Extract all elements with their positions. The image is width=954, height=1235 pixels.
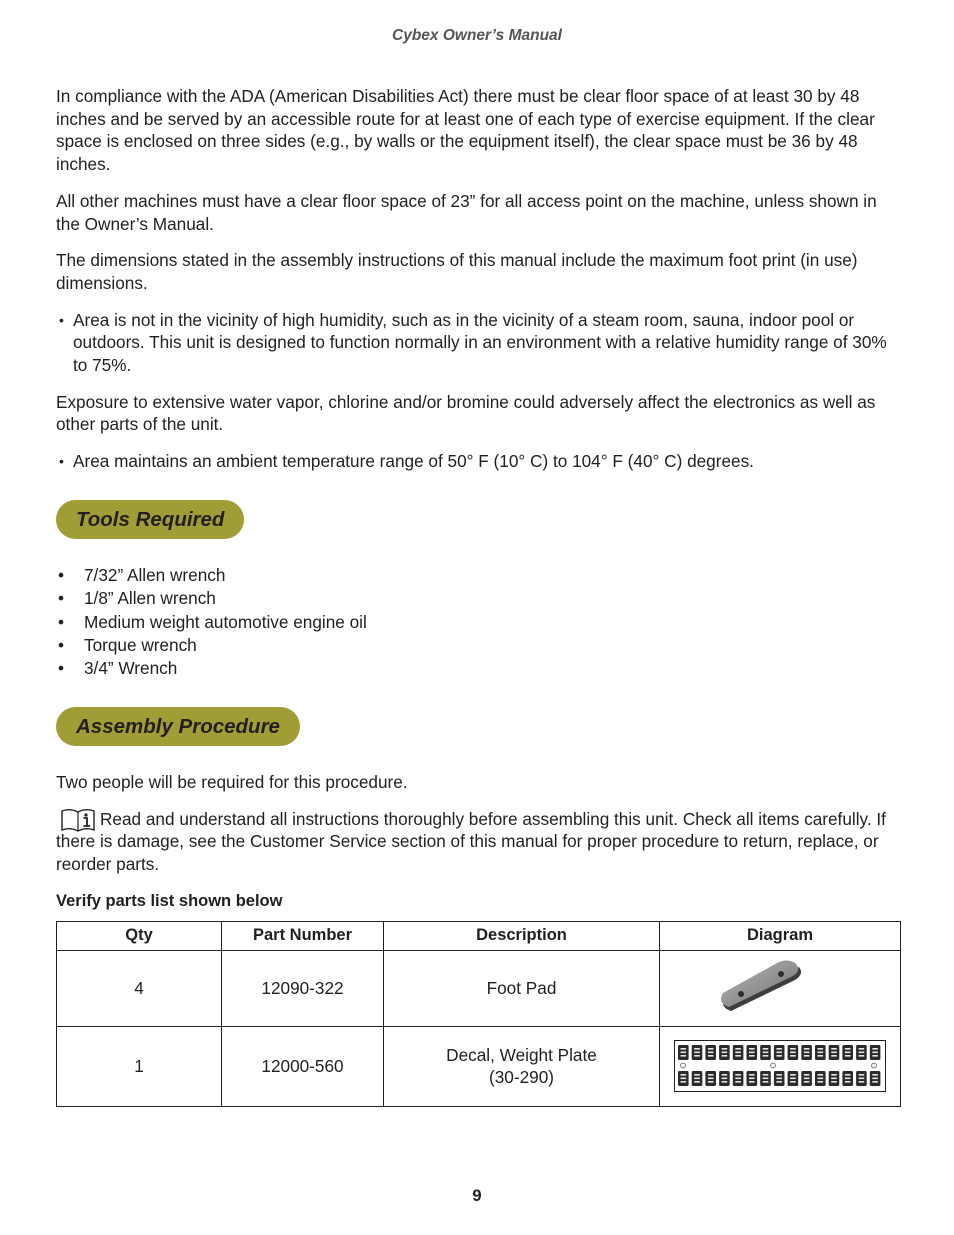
part-number-cell: 12000-560 [222, 1026, 384, 1106]
diagram-header: Diagram [660, 921, 901, 950]
exposure-paragraph: Exposure to extensive water vapor, chlorine and/or bromine could adversely affect the electronics as well as other parts of the unit. [56, 391, 876, 435]
verify-parts-label: Verify parts list shown below [56, 891, 283, 910]
description-cell: Decal, Weight Plate (30-290) [384, 1026, 660, 1106]
clear-space-paragraph: All other machines must have a clear floor space of 23” for all access point on the machine, unless shown in the Owner’s Manual. [56, 190, 877, 234]
humidity-bullet [56, 309, 901, 377]
weight-plate-decal-drawing [674, 1040, 886, 1092]
diagram-cell [660, 1026, 901, 1106]
description-header: Description [384, 921, 660, 950]
list-item: • Medium weight automotive engine oil [58, 611, 367, 632]
table-row [57, 950, 901, 1026]
bullet-mark: • [59, 311, 64, 328]
table-header-row [57, 921, 901, 950]
description-cell: Foot Pad [384, 950, 660, 1026]
list-item: • 1/8” Allen wrench [58, 588, 216, 609]
list-item: • 3/4” Wrench [58, 658, 178, 679]
info-text: Read and understand all instructions thoroughly before assembling this unit. Check all items carefully. If there is damage, see the Customer Service section of this manual for proper procedure to return, replace, or reorder parts. [56, 808, 886, 874]
page-content [56, 85, 901, 1107]
assembly-procedure-heading: Assembly Procedure [56, 707, 300, 746]
table-row [57, 1026, 901, 1106]
list-item: • 7/32” Allen wrench [58, 564, 226, 585]
read-instructions-note [56, 808, 901, 876]
book-info-icon [60, 808, 96, 832]
humidity-text: Area is not in the vicinity of high humidity, such as in the vicinity of a steam room, sauna, indoor pool or outdoors. This unit is designed to function normally in an environment with a relative humidity range of 30% to 75%. [73, 309, 887, 376]
temperature-text: Area maintains an ambient temperature range of 50° F (10° C) to 104° F (40° C) degrees. [73, 451, 754, 472]
tools-list [56, 564, 901, 681]
page-number: 9 [472, 1187, 482, 1205]
part-number-cell: 12090-322 [222, 950, 384, 1026]
parts-table [56, 921, 901, 1107]
qty-header: Qty [57, 921, 222, 950]
tools-required-heading: Tools Required [56, 500, 244, 539]
qty-cell: 1 [57, 1026, 222, 1106]
bullet-mark: • [59, 453, 64, 470]
part-number-header: Part Number [222, 921, 384, 950]
diagram-cell [660, 950, 901, 1026]
foot-pad-drawing [713, 957, 813, 1019]
list-item: • Torque wrench [58, 635, 197, 656]
qty-cell: 4 [57, 950, 222, 1026]
temperature-bullet [56, 450, 901, 473]
dimensions-paragraph: The dimensions stated in the assembly instructions of this manual include the maximum foot print (in use) dimensions. [56, 250, 858, 293]
running-header: Cybex Owner’s Manual [392, 27, 562, 44]
ada-paragraph: In compliance with the ADA (American Disabilities Act) there must be clear floor space of at least 30 by 48 inches and be served by an accessible route for at least one of each type of exercise equipment. If the clear space is enclosed on three sides (e.g., by walls or the equipment itself), the clear space must be 36 by 48 inches. [56, 86, 875, 175]
people-note: Two people will be required for this procedure. [56, 771, 408, 792]
